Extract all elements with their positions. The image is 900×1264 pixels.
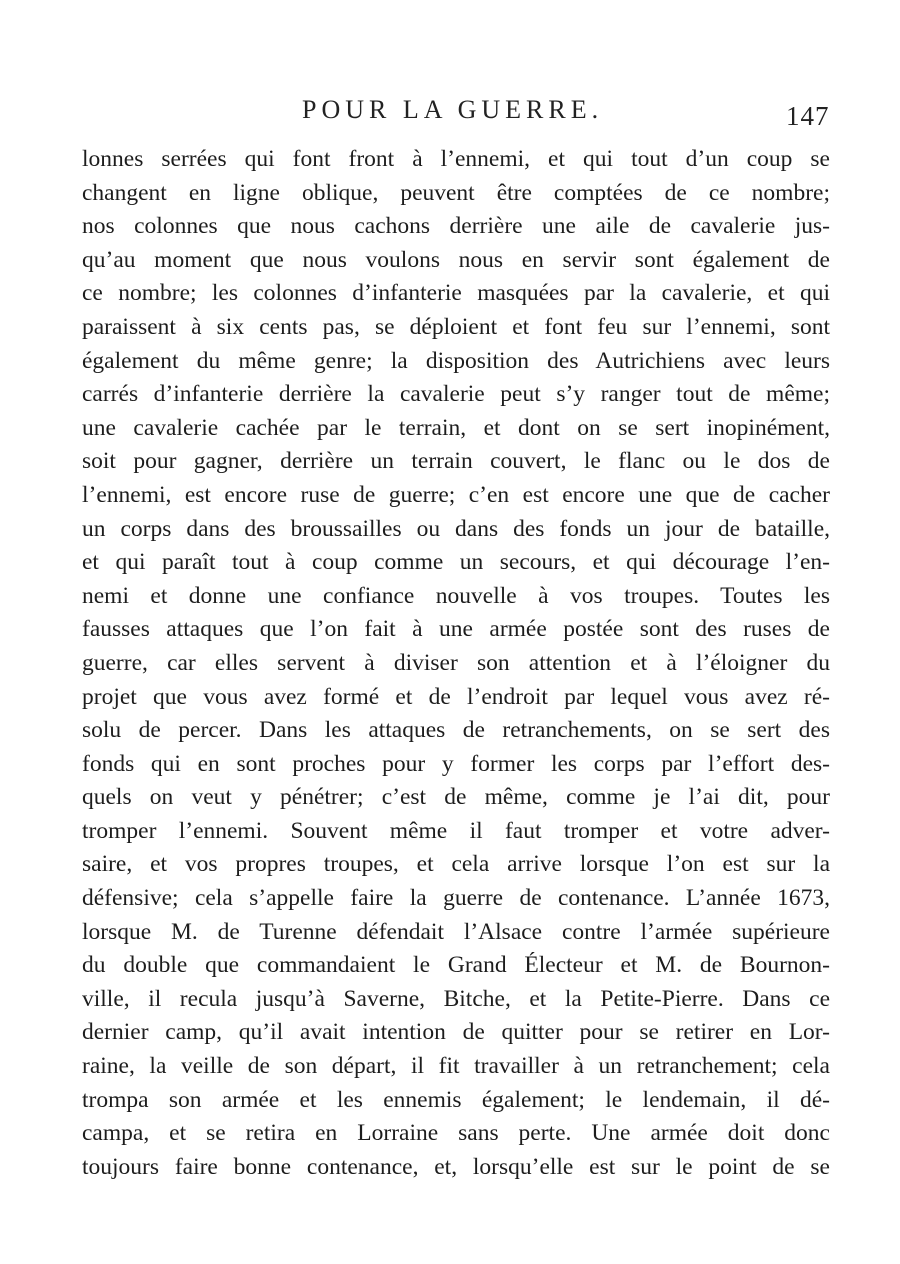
- text-line: également du même genre; la disposition des Autrichiens avec leurs: [82, 347, 830, 374]
- text-line: projet que vous avez formé et de l’endroit par lequel vous avez ré-: [82, 683, 830, 710]
- text-line: ville, il recula jusqu’à Saverne, Bitche, et la Petite-Pierre. Dans ce: [82, 985, 830, 1012]
- text-line: toujours faire bonne contenance, et, lorsqu’elle est sur le point de se: [82, 1153, 830, 1180]
- running-head: [0, 95, 900, 135]
- text-line: paraissent à six cents pas, se déploient et font feu sur l’ennemi, sont: [82, 313, 830, 340]
- text-line: du double que commandaient le Grand Électeur et M. de Bournon-: [82, 952, 830, 979]
- text-line: changent en ligne oblique, peuvent être comptées de ce nombre;: [82, 179, 830, 206]
- text-line: quels on veut y pénétrer; c’est de même, comme je l’ai dit, pour: [82, 784, 830, 811]
- page-number: 147: [786, 101, 830, 131]
- text-line: campa, et se retira en Lorraine sans perte. Une armée doit donc: [82, 1120, 830, 1147]
- text-line: fonds qui en sont proches pour y former les corps par l’effort des-: [82, 750, 830, 777]
- text-line: une cavalerie cachée par le terrain, et dont on se sert inopinément,: [82, 414, 830, 441]
- text-line: lonnes serrées qui font front à l’ennemi, et qui tout d’un coup se: [82, 146, 830, 172]
- text-line: soit pour gagner, derrière un terrain couvert, le flanc ou le dos de: [82, 448, 830, 475]
- text-line: dernier camp, qu’il avait intention de quitter pour se retirer en Lor-: [82, 1019, 830, 1046]
- running-title: POUR LA GUERRE.: [302, 95, 604, 124]
- text-line: fausses attaques que l’on fait à une armée postée sont des ruses de: [82, 616, 830, 643]
- text-line: nos colonnes que nous cachons derrière une aile de cavalerie jus-: [82, 213, 830, 240]
- text-line: un corps dans des broussailles ou dans des fonds un jour de bataille,: [82, 515, 830, 542]
- text-line: tromper l’ennemi. Souvent même il faut tromper et votre adver-: [82, 817, 830, 844]
- text-line: guerre, car elles servent à diviser son attention et à l’éloigner du: [82, 649, 830, 676]
- text-line: carrés d’infanterie derrière la cavalerie peut s’y ranger tout de même;: [82, 381, 830, 408]
- text-line: lorsque M. de Turenne défendait l’Alsace contre l’armée supérieure: [82, 918, 830, 945]
- text-line: l’ennemi, est encore ruse de guerre; c’en est encore une que de cacher: [82, 481, 830, 508]
- text-line: trompa son armée et les ennemis également; le lendemain, il dé-: [82, 1086, 830, 1113]
- text-line: raine, la veille de son départ, il fit travailler à un retranchement; cela: [82, 1053, 830, 1080]
- text-line: défensive; cela s’appelle faire la guerre de contenance. L’année 1673,: [82, 885, 830, 912]
- text-line: ce nombre; les colonnes d’infanterie masquées par la cavalerie, et qui: [82, 280, 830, 307]
- text-line: qu’au moment que nous voulons nous en servir sont également de: [82, 246, 830, 273]
- text-line: solu de percer. Dans les attaques de retranchements, on se sert des: [82, 717, 830, 744]
- body-text: [82, 143, 830, 1184]
- text-line: nemi et donne une confiance nouvelle à vos troupes. Toutes les: [82, 582, 830, 609]
- text-line: et qui paraît tout à coup comme un secours, et qui décourage l’en-: [82, 549, 830, 576]
- text-line: saire, et vos propres troupes, et cela arrive lorsque l’on est sur la: [82, 851, 830, 878]
